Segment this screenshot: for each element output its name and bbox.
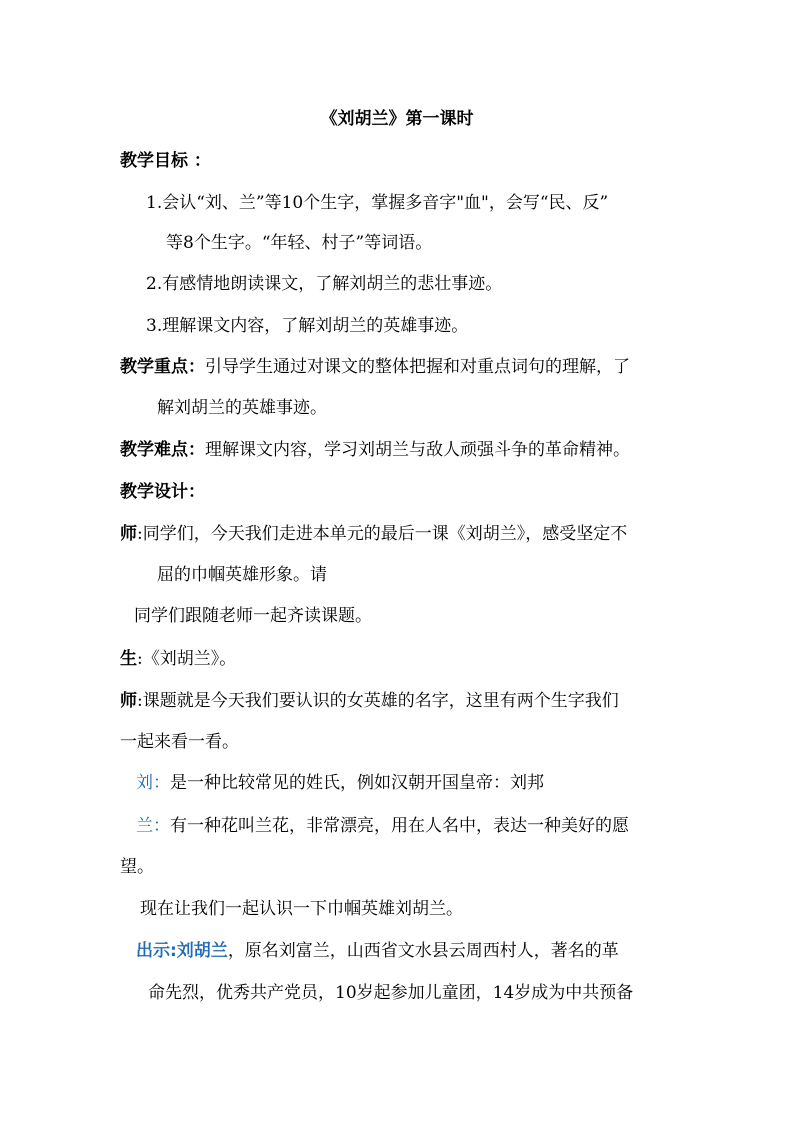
difficult-point-text: 理解课文内容，学习刘胡兰与敌人顽强斗争的革命精神。 [205, 440, 630, 460]
difficult-point-label: 教学难点： [120, 440, 205, 460]
difficult-point [120, 439, 630, 461]
key-point-line-1 [120, 356, 630, 378]
teacher-1-line-2: 屈的巾帼英雄形象。请 [157, 565, 327, 585]
objective-2: 2.有感情地朗读课文，了解刘胡兰的悲壮事迹。 [146, 274, 503, 294]
teacher-2-line-2: 一起来看一看。 [120, 732, 239, 752]
student-text: :《刘胡兰》。 [137, 649, 237, 669]
objective-1-line-2: 等8个生字。“年轻、村子”等词语。 [166, 233, 433, 253]
liu-definition [136, 772, 544, 794]
teacher-1-line-3: 同学们跟随老师一起齐读课题。 [134, 606, 372, 626]
teacher-1-text: :同学们，今天我们走进本单元的最后一课《刘胡兰》，感受坚定不 [137, 524, 628, 544]
teacher-2-text: :课题就是今天我们要认识的女英雄的名字，这里有两个生字我们 [137, 691, 619, 711]
teacher-2-line-1 [120, 690, 619, 712]
lan-definition-line-2: 望。 [120, 857, 154, 877]
lan-definition-line-1 [136, 815, 629, 837]
intro-text: 现在让我们一起认识一下巾帼英雄刘胡兰。 [140, 899, 463, 919]
lan-label: 兰： [136, 816, 170, 836]
key-point-label: 教学重点： [120, 357, 205, 377]
design-heading: 教学设计： [120, 482, 205, 502]
show-line-1 [136, 940, 619, 962]
key-point-line-2: 解刘胡兰的英雄事迹。 [157, 398, 327, 418]
teacher-label: 师 [120, 524, 137, 544]
lan-text: 有一种花叫兰花，非常漂亮，用在人名中，表达一种美好的愿 [170, 816, 629, 836]
show-line-2: 命先烈，优秀共产党员，10岁起参加儿童团，14岁成为中共预备 [148, 983, 634, 1003]
teacher-1-line-1 [120, 523, 627, 545]
objective-1-line-1: 1.会认“刘、兰”等10个生字，掌握多音字"血"，会写“民、反” [146, 193, 609, 213]
objectives-heading: 教学目标 ： [120, 151, 211, 171]
student-line [120, 648, 236, 670]
key-point-text: 引导学生通过对课文的整体把握和对重点词句的理解，了 [205, 357, 630, 377]
show-text: ，原名刘富兰，山西省文水县云周西村人，著名的革 [227, 941, 619, 961]
teacher-label: 师 [120, 691, 137, 711]
show-label: 出示:刘胡兰 [136, 941, 228, 961]
student-label: 生 [120, 649, 137, 669]
liu-text: 是一种比较常见的姓氏，例如汉朝开国皇帝：刘邦 [170, 773, 544, 793]
page-title: 《刘胡兰》第一课时 [320, 109, 474, 129]
objective-3: 3.理解课文内容，了解刘胡兰的英雄事迹。 [146, 316, 469, 336]
liu-label: 刘： [136, 773, 170, 793]
